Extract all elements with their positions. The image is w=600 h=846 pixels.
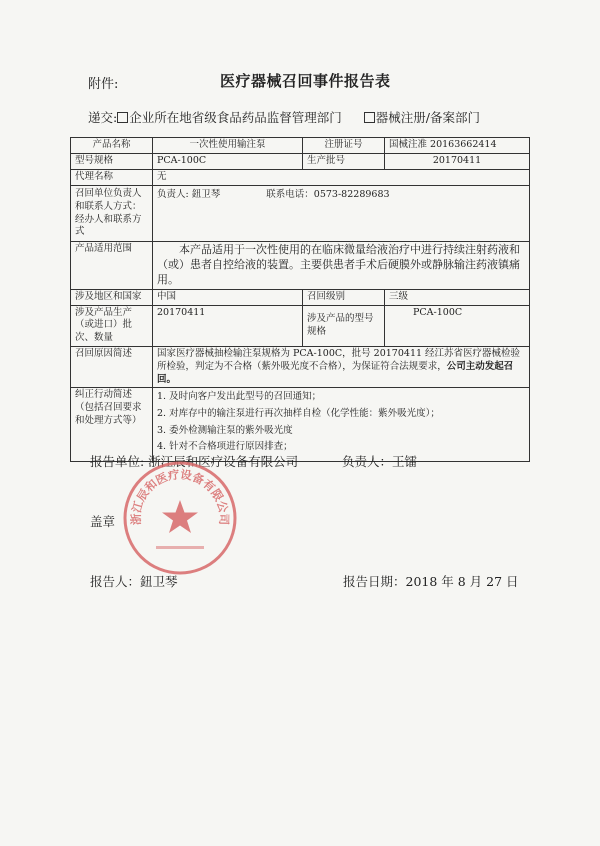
batch-value: 20170411 bbox=[385, 154, 530, 170]
actions-label: 纠正行动简述（包括召回要求和处理方式等） bbox=[71, 388, 153, 462]
report-date: 报告日期：2018 年 8 月 27 日 bbox=[343, 574, 519, 589]
report-leader: 负责人：王镭 bbox=[342, 454, 418, 469]
model-value: PCA-100C bbox=[153, 154, 303, 170]
agent-label: 代理名称 bbox=[71, 170, 153, 186]
reg-no-value: 国械注准 20163662414 bbox=[385, 138, 530, 154]
reason-conclusion: 公司主动发起召回。 bbox=[157, 360, 514, 385]
reason-text: 国家医疗器械抽检输注泵规格为 PCA-100C，批号 20170411 经江苏省医疗器械检验所检验，判定为不合格（紫外吸光度不合格），为保证符合法规要求， bbox=[157, 347, 521, 372]
table-row bbox=[71, 305, 530, 346]
scope-value: 本产品适用于一次性使用的在临床微量给液治疗中进行持续注射药液和（或）患者自控给液的装置。主要供患者手术后硬膜外或静脉输注药液镇痛用。 bbox=[153, 242, 530, 290]
submit-option-provincial: 企业所在地省级食品药品监督管理部门 bbox=[129, 110, 342, 125]
checkbox-registration[interactable] bbox=[364, 112, 375, 123]
company-seal-icon bbox=[120, 458, 240, 578]
model-label: 型号规格 bbox=[71, 154, 153, 170]
prod-batch-value: 20170411 bbox=[153, 305, 303, 346]
seal-label: 盖章 bbox=[90, 514, 116, 529]
table-row bbox=[71, 346, 530, 387]
page-title: 医疗器械召回事件报告表 bbox=[220, 72, 391, 90]
submit-option-registration: 器械注册/备案部门 bbox=[375, 110, 480, 125]
list-item: 2. 对库存中的输注泵进行再次抽样自检（化学性能：紫外吸光度）； bbox=[157, 408, 440, 420]
reg-no-label: 注册证号 bbox=[303, 138, 385, 154]
attachment-label: 附件: bbox=[88, 77, 119, 92]
svg-text:浙江辰和医疗设备有限公司: 浙江辰和医疗设备有限公司 bbox=[128, 467, 232, 526]
table-row bbox=[71, 154, 530, 170]
list-item: 1. 及时向客户发出此型号的召回通知； bbox=[157, 391, 322, 403]
contact-label: 召回单位负责人和联系人方式：经办人和联系方式 bbox=[71, 186, 153, 242]
product-name-label: 产品名称 bbox=[71, 138, 153, 154]
list-item: 4. 针对不合格项进行原因排查； bbox=[157, 441, 293, 453]
reason-label: 召回原因简述 bbox=[71, 346, 153, 387]
submit-label: 递交: bbox=[88, 110, 118, 125]
table-row bbox=[71, 186, 530, 242]
responsible-person: 负责人: 鈕卫琴 bbox=[157, 189, 221, 200]
prod-model-label: 涉及产品的型号规格 bbox=[303, 305, 385, 346]
table-row bbox=[71, 289, 530, 305]
level-label: 召回级别 bbox=[303, 289, 385, 305]
table-row bbox=[71, 388, 530, 462]
product-name-value: 一次性使用输注泵 bbox=[153, 138, 303, 154]
list-item: 3. 委外检测输注泵的紫外吸光度 bbox=[157, 424, 293, 436]
submit-line bbox=[88, 108, 480, 126]
report-unit: 报告单位: 浙江辰和医疗设备有限公司 bbox=[90, 454, 299, 469]
scope-label: 产品适用范围 bbox=[71, 242, 153, 290]
reporter: 报告人：鈕卫琴 bbox=[90, 574, 178, 589]
recall-report-table bbox=[70, 137, 530, 462]
level-value: 三级 bbox=[385, 289, 530, 305]
actions-list bbox=[157, 389, 525, 456]
actions-value bbox=[153, 388, 530, 462]
region-value: 中国 bbox=[153, 289, 303, 305]
table-row bbox=[71, 242, 530, 290]
table-row bbox=[71, 170, 530, 186]
region-label: 涉及地区和国家 bbox=[71, 289, 153, 305]
table-row bbox=[71, 138, 530, 154]
contact-value bbox=[153, 186, 530, 242]
prod-batch-label: 涉及产品生产（或进口）批次、数量 bbox=[71, 305, 153, 346]
reason-value bbox=[153, 346, 530, 387]
batch-label: 生产批号 bbox=[303, 154, 385, 170]
checkbox-provincial[interactable] bbox=[117, 112, 128, 123]
prod-model-value: PCA-100C bbox=[385, 305, 530, 346]
agent-value: 无 bbox=[153, 170, 530, 186]
contact-phone: 联系电话：0573-82289683 bbox=[266, 189, 390, 200]
